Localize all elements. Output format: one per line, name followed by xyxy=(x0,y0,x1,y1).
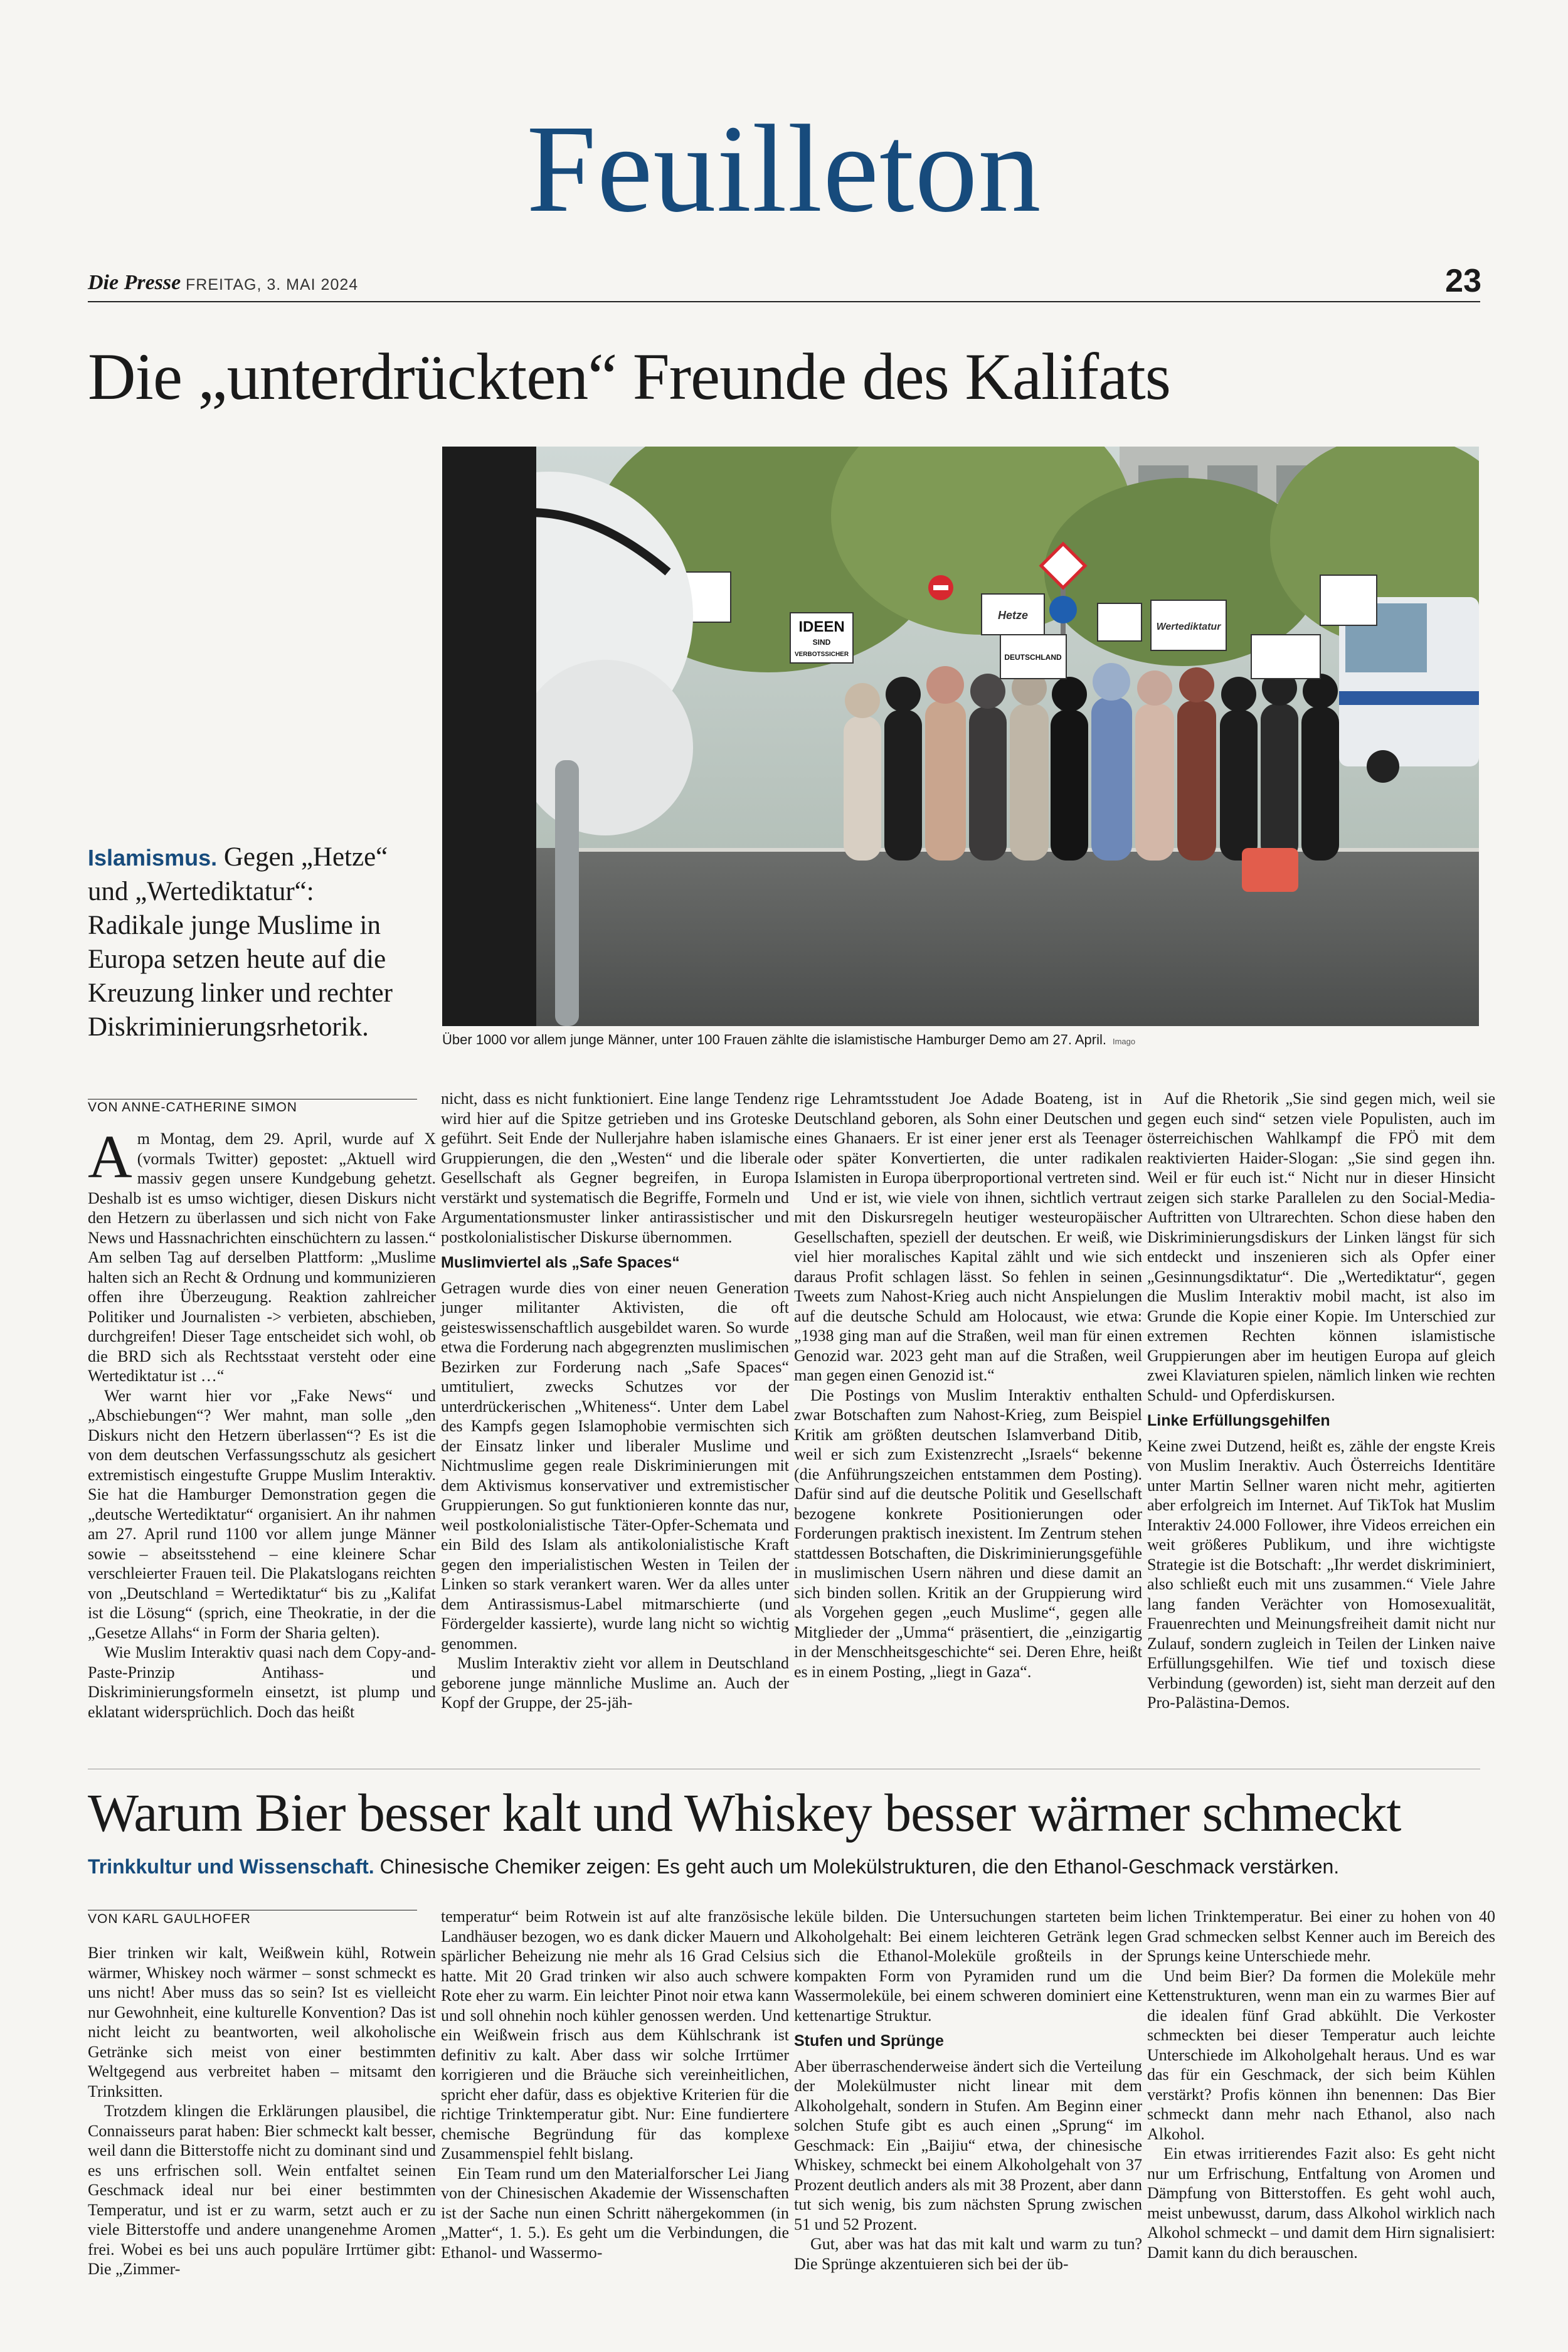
article2-column-1 xyxy=(88,1943,436,2279)
sign-text: Hetze xyxy=(997,609,1029,622)
photo-credit: Imago xyxy=(1112,1037,1136,1046)
article1-column-1 xyxy=(88,1123,436,1722)
sign-text: Wertediktatur xyxy=(1156,622,1221,632)
paragraph: Trotzdem klingen die Erklärungen plausibel, die Connaisseurs parat haben: Bier schmeckt kalt besser, weil dann die Bitterstoffe nicht zu dominant sind und es uns erfrischen soll. Wein entfaltet seinen Geschmack ideal nur bei einer bestimmten Temperatur, und ist er zu warm, setzt auch er zu viele Bitterstoffe und andere unangenehme Aromen frei. Wobei es bei uns auch populäre Irrtümer gibt: Die „Zimmer- xyxy=(88,2102,436,2278)
article2-sub-text: Chinesische Chemiker zeigen: Es geht auch um Molekülstrukturen, die den Ethanol-Geschmack verstärken. xyxy=(379,1855,1340,1878)
sign-text: IDEEN xyxy=(798,618,845,635)
section-title: Feuilleton xyxy=(526,100,1042,238)
photo-caption xyxy=(442,1032,1135,1048)
article1-teaser xyxy=(88,840,414,1044)
subheading: Linke Erfüllungsgehilfen xyxy=(1147,1412,1330,1429)
issue-date: FREITAG, 3. MAI 2024 xyxy=(186,276,359,294)
sign-text: DEUTSCHLAND xyxy=(1004,653,1062,662)
paragraph: Gut, aber was hat das mit kalt und warm zu tun? Die Sprünge akzentuieren sich bei der üb- xyxy=(794,2235,1142,2273)
paragraph: Die Postings von Muslim Interaktiv enthalten zwar Botschaften zum Nahost-Krieg, zum Beispiel Kritik am größten deutschen Islamverband Ditib, weil er sich zum Existenzrecht „Israels“ bekenne (die Anführungszeichen entstammen dem Posting). Dafür sind auf die deutsche Politik und Gesellschaft bezogene konkrete Positionierungen oder Forderungen praktisch inexistent. Im Zentrum stehen stattdessen Botschaften, die Diskriminierungsgefühle in muslimischen Usern nähren und diese damit an sich binden sollen. Kritik an der Gruppierung wird als Vorgehen gegen „euch Muslime“, gegen alle Mitglieder der „Umma“ präsentiert, die „einzigartig in der Menschheitsgeschichte“ sei. Deren Ehre, heißt es in einem Posting, „liegt in Gaza“. xyxy=(794,1385,1142,1681)
article1-headline: Die „unterdrückten“ Freunde des Kalifats xyxy=(88,340,1170,413)
subheading: Stufen und Sprünge xyxy=(794,2032,944,2050)
article2-column-3 xyxy=(794,1907,1142,2274)
paragraph: Auf die Rhetorik „Sie sind gegen mich, weil sie gegen euch sind“ setzen viele Populisten, auch im österreichischen Wahlkampf die FPÖ mit dem reaktivierten Haider-Slogan: „Sie sind gegen ihn. Weil er für euch ist.“ Nicht nur in dieser Hinsicht zeigen sich starke Parallelen zu den Social-Media-Auftritten von Ultrarechten. Schon diese haben den Diskriminierungsdiskurs der Linken längst für sich entdeckt und inszenieren sich als Opfer einer „Gesinnungsdiktatur“. Die „Wertediktatur“, gegen die Muslim Interaktiv mobil macht, ist also im Grunde die Kopie einer Kopie. Im Unterschied zur extremen Rechten können islamistische Gruppierungen aber im heutigen Europa auf gleich zwei Klaviaturen spielen, nämlich linken wie rechten Schuld- und Opferdiskursen. xyxy=(1147,1089,1495,1404)
paragraph: Wer warnt hier vor „Fake News“ und „Abschiebungen“? Wer mahnt, man solle „den Diskurs nicht den Hetzern überlassen“? Es ist die von dem deutschen Verfassungsschutz als gesichert extremistisch eingestufte Gruppe Muslim Interaktiv. Sie hat die Hamburger Demonstration gegen die „deutsche Wertediktatur“ organisiert. An ihr nahmen am 27. April rund 1100 vor allem junge Männer sowie – abseitsstehend – eine kleinere Schar verschleierter Frauen teil. Die Plakatslogans reichten von „Deutschland = Wertediktatur“ bis zu „Kalifat ist die Lösung“ (sprich, eine Theokratie, in der die „Gesetze Allahs“ in Form der Sharia gelten). xyxy=(88,1386,436,1642)
article1-column-2 xyxy=(441,1089,789,1713)
paragraph: leküle bilden. Die Untersuchungen starteten beim Alkoholgehalt: Bei einem leichteren Getränk legen sich die Ethanol-Moleküle großteils in der kompakten Form von Pyramiden rund um die Wassermoleküle, bei einem schweren dominiert eine kettenartige Struktur. xyxy=(794,1907,1142,2025)
article1-column-4 xyxy=(1147,1089,1495,1713)
paragraph: Am Montag, dem 29. April, wurde auf X (vormals Twitter) gepostet: „Aktuell wird massiv gegen unsere Kundgebung gehetzt. Deshalb ist es umso wichtiger, diesen Diskurs nicht den Hetzern zu überlassen und sich nicht von Fake News und Hassnachrichten einschüchtern zu lassen.“ Am selben Tag auf derselben Plattform: „Muslime halten sich an Recht & Ordnung und kommunizieren offen ihre Überzeugung. Reaktion zahlreicher Politiker und Journalisten -> verbieten, abschieben, durchgreifen! Dieser Tage entscheidet sich wohl, ob die BRD sich als Rechtsstaat versteht oder eine Wertediktatur ist …“ xyxy=(88,1123,436,1385)
article1-teaser-text: Gegen „Hetze“ und „Wertediktatur“: Radikale junge Muslime in Europa setzen heute auf die Kreuzung linker und rechter Diskriminierungsrhetorik. xyxy=(88,842,393,1042)
paragraph: Ein etwas irritierendes Fazit also: Es geht nicht nur um Erfrischung, Entfaltung von Aromen und Dämpfung von Bitterstoffen. Es geht wohl auch, meist unbewusst, darum, dass Alkohol wirklich nach Alkohol schmeckt – und damit dem Hirn signalisiert: Damit kann du dich berauschen. xyxy=(1147,2144,1495,2262)
article2-column-2 xyxy=(441,1907,789,2262)
article2-subline xyxy=(88,1855,1486,1878)
page-number: 23 xyxy=(1445,263,1481,299)
paragraph: rige Lehramtsstudent Joe Adade Boateng, ist in Deutschland geboren, als Sohn einer Deutschen und eines Ghanaers. Er ist einer jener erst als Teenager oder später Konvertierten, die unter radikalen Islamisten in Europa überproportional vertreten sind. xyxy=(794,1089,1142,1187)
paragraph: Ein Team rund um den Materialforscher Lei Jiang von der Chinesischen Akademie der Wissenschaften ist der Sache nun einen Schritt nähergekommen (in „Matter“, 1. 5.). Es geht um die Verbindungen, die Ethanol- und Wassermo- xyxy=(441,2164,789,2262)
article2-headline: Warum Bier besser kalt und Whiskey besser wärmer schmeckt xyxy=(88,1783,1401,1843)
article2-column-4 xyxy=(1147,1907,1495,2262)
drop-cap: A xyxy=(88,1123,132,1191)
caption-text: Über 1000 vor allem junge Männer, unter 100 Frauen zählte die islamistische Hamburger Demo am 27. April. xyxy=(442,1032,1106,1047)
article2-byline: VON KARL GAULHOFER xyxy=(88,1912,251,1926)
article2-kicker: Trinkkultur und Wissenschaft. xyxy=(88,1855,374,1878)
article1-column-3 xyxy=(794,1089,1142,1682)
paragraph: Und beim Bier? Da formen die Moleküle mehr Kettenstrukturen, wenn man ein zu warmes Bier auf die idealen fünf Grad abkühlt. Die Verkoster schmeckten bei dieser Temperatur auch leichte Unterschiede im Alkoholgehalt heraus. Und es war das für ein Geschmack, der sich beim Kühlen verstärkt? Profis können ihn benennen: Das Bier schmeckt dann mehr nach Ethanol, also nach Alkohol. xyxy=(1147,1966,1495,2143)
header-rule xyxy=(88,301,1480,302)
paragraph: temperatur“ beim Rotwein ist auf alte französische Landhäuser bezogen, wo es dank dicker Mauern und spärlicher Beheizung nie mehr als 16 Grad Celsius hatte. Mit 20 Grad trinken wir also auch schwere Rote eher zu warm. Ein leichter Pinot noir etwa kann und soll ohnehin noch kühler genossen werden. Und ein Weißwein frisch aus dem Kühlschrank ist definitiv zu kalt. Aber dass wir solche Irrtümer korrigieren und die Bräuche sich vereinheitlichen, spricht eher dafür, dass es objektive Kriterien für die richtige Trinktemperatur gibt. Nur: Eine fundiertere chemische Begründung für das komplexe Zusammenspiel fehlt bislang. xyxy=(441,1907,789,2163)
newspaper-logo: Die Presse xyxy=(88,271,181,294)
demo-photo xyxy=(442,447,1479,1026)
article1-kicker: Islamismus. xyxy=(88,845,218,871)
paragraph: lichen Trinktemperatur. Bei einer zu hohen von 40 Grad schmecken selbst Kenner auch im Bereich des Sprungs keine Unterschiede mehr. xyxy=(1147,1907,1495,1965)
subheading: Muslimviertel als „Safe Spaces“ xyxy=(441,1254,680,1271)
paragraph: nicht, dass es nicht funktioniert. Eine lange Tendenz wird hier auf die Spitze getrieben und ins Groteske geführt. Seit Ende der Nullerjahre haben islamische Gruppierungen, die den „Westen“ und die liberale Gesellschaft als Gegner begreifen, in Europa verstärkt und systematisch die Begriffe, Formeln und Argumentationsmuster linker antirassistischer und postkolonialistischer Diskurse übernommen. xyxy=(441,1089,789,1246)
sign-text: VERBOTSSICHER xyxy=(794,651,849,658)
article1-byline: VON ANNE-CATHERINE SIMON xyxy=(88,1100,297,1115)
sign-text: SIND xyxy=(812,638,831,647)
paragraph: Keine zwei Dutzend, heißt es, zähle der engste Kreis von Muslim Ineraktiv. Auch Österreichs Identitäre unter Martin Sellner waren nicht mehr, agitierten aber erfolgreich im Internet. Auf TikTok hat Muslim Interaktiv 24.000 Follower, ihre Videos erreichen ein weit größeres Publikum, und ihre wichtigste Strategie ist die Botschaft: „Ihr werdet diskriminiert, also schließt euch mit uns zusammen.“ Viele Jahre lang fanden Verächter von Homosexualität, Frauenrechten und Meinungsfreiheit damit nicht nur Zulauf, sondern zugleich in Teilen der Linken naive Erfüllungsgehilfen. Wie tief und toxisch diese Verbindung (geworden) ist, sieht man derzeit auf den Pro-Palästina-Demos. xyxy=(1147,1436,1495,1712)
paragraph: Bier trinken wir kalt, Weißwein kühl, Rotwein wärmer, Whiskey noch wärmer – sonst schmeckt es uns nicht! Aber muss das so sein? Ist es vielleicht nur Gewohnheit, eine kulturelle Konvention? Das ist nicht leicht zu beantworten, weil alkoholische Getränke sich meist von einer bestimmten Weltgegend aus verbreitet haben – mitsamt den Trinksitten. xyxy=(88,1944,436,2100)
paragraph: Aber überraschenderweise ändert sich die Verteilung der Molekülmuster nicht linear mit dem Alkoholgehalt, sondern in Stufen. Am Beginn einer solchen Stufe gibt es auch einen „Sprung“ im Geschmack: Ein „Baijiu“ etwa, der chinesische Whiskey, schmeckt bei einem Alkoholgehalt von 37 Prozent deutlich anders als mit 38 Prozent, aber dann tut sich wenig, bis zum nächsten Sprung zwischen 51 und 52 Prozent. xyxy=(794,2057,1142,2233)
paragraph: Wie Muslim Interaktiv quasi nach dem Copy-and-Paste-Prinzip Antihass- und Diskriminierungsformeln einsetzt, ist plump und eklatant widersprüchlich. Doch das heißt xyxy=(88,1643,436,1721)
paragraph: Getragen wurde dies von einer neuen Generation junger militanter Aktivisten, die oft geisteswissenschaftlich ausgebildet waren. So wurde etwa die Forderung nach abgegrenzten muslimischen Bezirken zur Forderung nach „Safe Spaces“ umtituliert, zwecks Schutzes vor der unterdrückerischen „Whiteness“. Unter dem Label des Kampfs gegen Islamophobie vermischten sich der Einsatz linker und liberaler Muslime und Nichtmuslime gegen reale Diskriminierungen mit dem Aktivismus konservativer und extremistischer Gruppierungen. So gut funktionieren konnte das nur, weil postkolonialistische Täter-Opfer-Schemata und ein Bild des Islam als antikolonialistische Kraft gegen den imperialistischen Westen in Teilen der Linken so stark verankert waren. Wer da alles unter dem Antirassismus-Label mitmarschierte (und Fördergelder kassierte), wurde lang nicht so wichtig genommen. xyxy=(441,1278,789,1653)
paragraph: Muslim Interaktiv zieht vor allem in Deutschland geborene junge männliche Muslime an. Auch der Kopf der Gruppe, der 25-jäh- xyxy=(441,1654,789,1712)
paragraph: Und er ist, wie viele von ihnen, sichtlich vertraut mit den Diskursregeln heutiger westeuropäischer Gesellschaften, speziell der deutschen. Er weiß, wie viel hier moralisches Kapital zählt und wie sich daraus Profit schlagen lässt. So fehlen in seinen Tweets zum Nahost-Krieg auch nicht Anspielungen auf die deutsche Schuld am Holocaust, wie etwa: „1938 ging man auf die Straßen, weil man für einen Genozid war. 2023 geht man auf die Straßen, weil man gegen einen Genozid ist.“ xyxy=(794,1188,1142,1384)
